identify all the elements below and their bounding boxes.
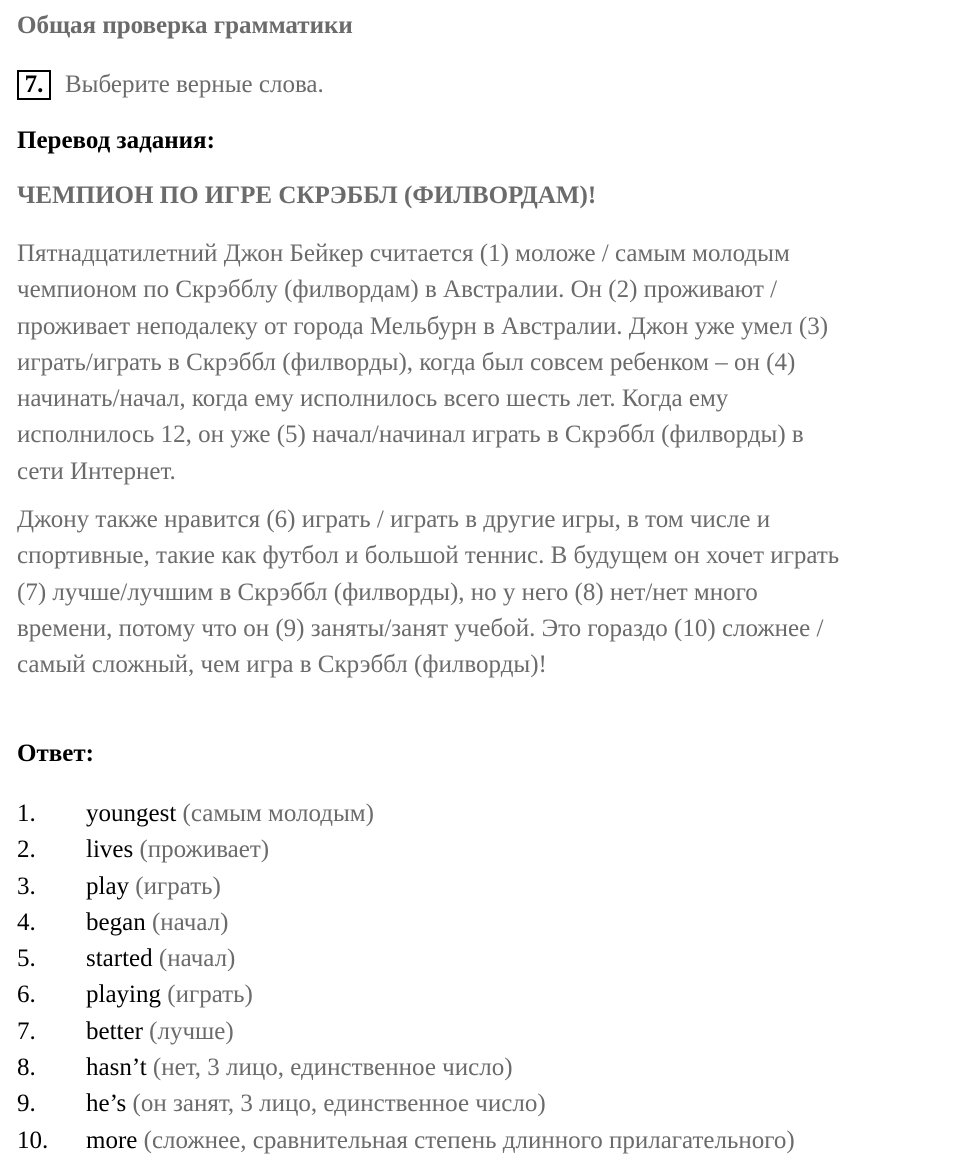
- answer-number: 4.: [17, 908, 36, 936]
- answer-word: better: [86, 1017, 143, 1045]
- answer-word: began: [86, 908, 146, 936]
- answer-text: [86, 869, 221, 905]
- answer-word: he’s: [86, 1090, 127, 1118]
- paragraph-line: (7) лучше/лучшим в Скрэббл (филворды), но у него (8) нет/нет много: [17, 578, 758, 606]
- story-paragraph-2: [17, 502, 942, 683]
- task-instruction: Выберите верные слова.: [65, 71, 324, 98]
- paragraph-line: сети Интернет.: [17, 457, 176, 485]
- section-title: Общая проверка грамматики: [17, 12, 353, 39]
- answer-number: 8.: [17, 1054, 36, 1082]
- paragraph-line: начинать/начал, когда ему исполнилось всего шесть лет. Когда ему: [17, 385, 729, 413]
- answer-text: [86, 977, 253, 1013]
- answer-word: lives: [86, 836, 134, 864]
- answer-word: youngest: [86, 800, 177, 827]
- answer-text: [86, 905, 228, 941]
- answer-text: [86, 1123, 795, 1159]
- answer-gloss: (начал): [145, 908, 229, 936]
- answer-gloss: (самым молодым): [176, 800, 374, 827]
- answer-text: [86, 796, 374, 832]
- answer-text: [86, 832, 269, 868]
- answer-gloss: (играть): [161, 981, 253, 1009]
- answer-word: started: [86, 945, 153, 973]
- answer-text: [86, 1050, 513, 1086]
- answer-heading: Ответ:: [17, 740, 94, 767]
- answer-number: 2.: [17, 836, 36, 864]
- paragraph-line: играть/играть в Скрэббл (филворды), когда был совсем ребенком – он (4): [17, 348, 796, 376]
- answer-number: 10.: [17, 1126, 49, 1154]
- paragraph-line: Джону также нравится (6) играть / играть в другие игры, в том числе и: [17, 506, 771, 533]
- answer-gloss: (начал): [152, 945, 236, 973]
- task-number-box: 7.: [17, 70, 51, 100]
- answer-gloss: (проживает): [133, 836, 270, 864]
- paragraph-line: чемпионом по Скрэбблу (филвордам) в Австралии. Он (2) проживают /: [17, 276, 778, 304]
- answer-word: play: [86, 872, 130, 900]
- task-line: [17, 68, 324, 102]
- paragraph-line: времени, потому что он (9) заняты/занят учебой. Это гораздо (10) сложнее /: [17, 614, 824, 642]
- story-title: ЧЕМПИОН ПО ИГРЕ СКРЭББЛ (ФИЛВОРДАМ)!: [17, 182, 597, 209]
- paragraph-line: спортивные, такие как футбол и большой теннис. В будущем он хочет играть: [17, 542, 840, 570]
- answer-text: [86, 941, 235, 977]
- paragraph-line: исполнилось 12, он уже (5) начал/начинал играть в Скрэббл (филворды) в: [17, 421, 804, 449]
- answer-gloss: (лучше): [142, 1017, 234, 1045]
- answer-word: more: [86, 1126, 138, 1154]
- answer-gloss: (он занят, 3 лицо, единственное число): [126, 1090, 546, 1118]
- answer-number: 9.: [17, 1090, 36, 1118]
- paragraph-line: самый сложный, чем игра в Скрэббл (филворды)!: [17, 651, 547, 679]
- answer-gloss: (играть): [129, 872, 221, 900]
- answer-text: [86, 1014, 234, 1050]
- translation-heading: Перевод задания:: [17, 127, 215, 154]
- paragraph-line: проживает неподалеку от города Мельбурн в Австралии. Джон уже умел (3): [17, 312, 829, 340]
- answer-number: 1.: [17, 800, 36, 827]
- answer-number: 7.: [17, 1017, 36, 1045]
- answer-number: 6.: [17, 981, 36, 1009]
- answer-word: hasn’t: [86, 1054, 147, 1082]
- answer-text: [86, 1086, 546, 1122]
- story-paragraph-1: [17, 236, 942, 490]
- paragraph-line: Пятнадцатилетний Джон Бейкер считается (1) моложе / самым молодым: [17, 240, 790, 267]
- answer-gloss: (сложнее, сравнительная степень длинного прилагательного): [137, 1126, 795, 1154]
- answer-word: playing: [86, 981, 161, 1009]
- answer-gloss: (нет, 3 лицо, единственное число): [146, 1054, 513, 1082]
- answer-number: 3.: [17, 872, 36, 900]
- answer-number: 5.: [17, 945, 36, 973]
